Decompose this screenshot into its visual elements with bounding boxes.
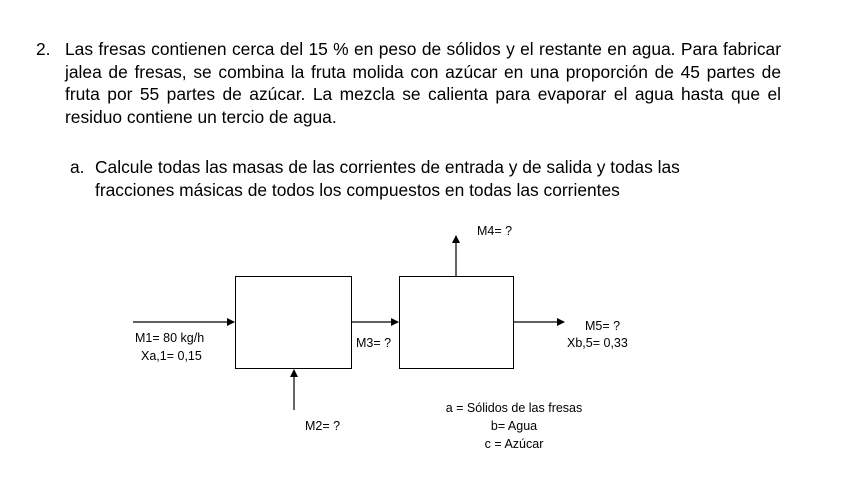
m1-label: M1= 80 kg/h — [135, 331, 205, 345]
problem-number: 2. — [36, 39, 51, 59]
subquestion-letter: a. — [70, 157, 85, 177]
xb5-label: Xb,5= 0,33 — [567, 336, 628, 350]
legend-b: b= Agua — [490, 419, 538, 433]
evaporator-box — [400, 277, 514, 369]
problem-text: Las fresas contienen cerca del 15 % en peso de sólidos y el restante en agua. Para fabricar jalea de fresas, se combina la fruta molida con azúcar en una proporción de 45 partes de fruta por 55 partes de azúcar. La mezcla se calienta para evaporar el agua hasta que el residuo contiene un tercio de agua. — [65, 39, 781, 127]
m2-label: M2= ? — [305, 419, 341, 433]
m5-label: M5= ? — [585, 319, 621, 333]
subquestion-text: Calcule todas las masas de las corrientes de entrada y de salida y todas las fracciones másicas de todos los compuestos en todas las corrientes — [95, 157, 680, 200]
m3-label: M3= ? — [356, 336, 392, 350]
mixer-box — [236, 277, 352, 369]
m4-label: M4= ? — [477, 224, 513, 238]
xa1-label: Xa,1= 0,15 — [141, 349, 202, 363]
legend-c: c = Azúcar — [484, 437, 544, 451]
legend-a: a = Sólidos de las fresas — [445, 401, 583, 415]
